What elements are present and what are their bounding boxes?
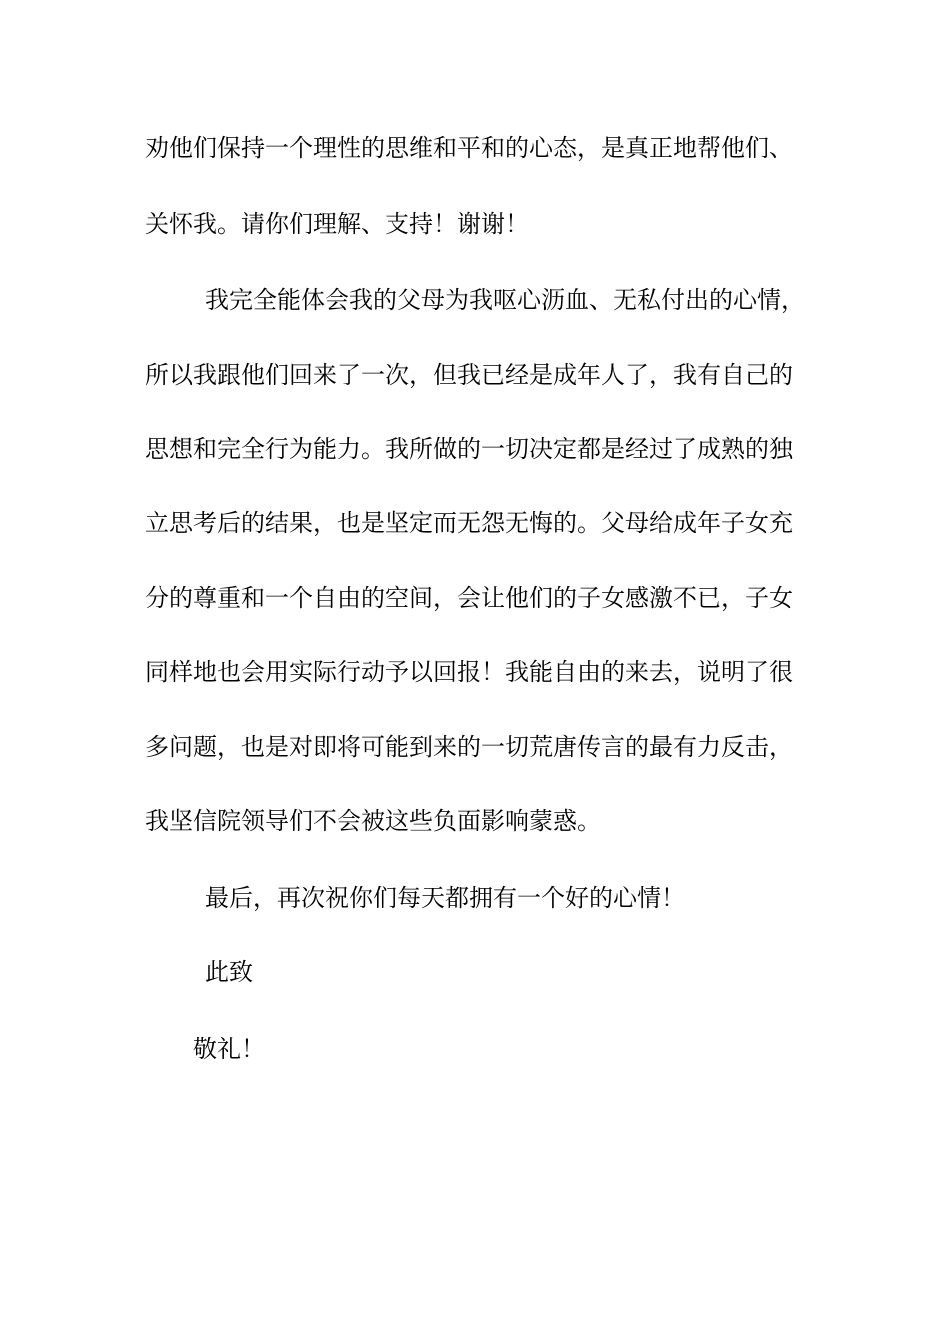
paragraph-2-line-1: 我完全能体会我的父母为我呕心沥血、无私付出的心情， [205,286,805,314]
paragraph-2-line-3: 思想和完全行为能力。我所做的一切决定都是经过了成熟的独 [145,435,793,463]
paragraph-2-line-6: 同样地也会用实际行动予以回报！我能自由的来去，说明了很 [145,658,793,686]
paragraph-1-line-1: 劝他们保持一个理性的思维和平和的心态，是真正地帮他们、 [145,134,793,162]
paragraph-2-line-4: 立思考后的结果，也是坚定而无怨无悔的。父母给成年子女充 [145,509,793,537]
paragraph-2-line-2: 所以我跟他们回来了一次，但我已经是成年人了，我有自己的 [145,361,793,389]
paragraph-2-line-8: 我坚信院领导们不会被这些负面影响蒙惑。 [145,807,601,835]
closing: 此致 [205,958,253,986]
paragraph-2-line-7: 多问题，也是对即将可能到来的一切荒唐传言的最有力反击， [145,733,793,761]
salutation: 敬礼！ [193,1035,265,1063]
paragraph-1-line-2: 关怀我。请你们理解、支持！谢谢！ [145,210,529,238]
paragraph-2-line-5: 分的尊重和一个自由的空间，会让他们的子女感激不已，子女 [145,584,793,612]
paragraph-3-line-1: 最后，再次祝你们每天都拥有一个好的心情！ [205,884,685,912]
